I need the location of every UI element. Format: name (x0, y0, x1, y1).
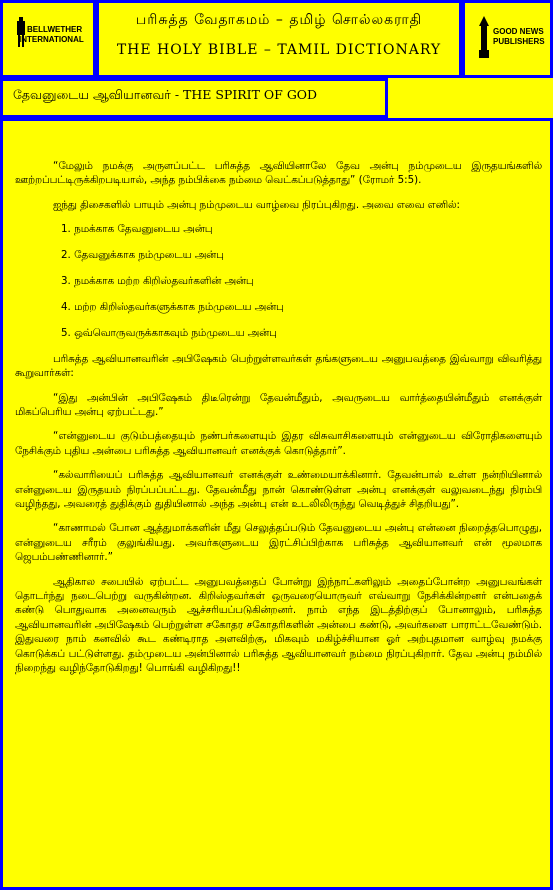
closing-paragraph: ஆதிகால சபையில் ஏற்பட்ட அனுபவத்தைப் போன்று இந்நாட்களிலும் அதைப்போன்ற அனுபவங்கள் தொடர்ந்து நடைபெற்று வருகின்றன. கிறிஸ்தவர்கள் ஒருவரையொருவர் எவ்வாறு நேசிக்கின்றனர் என்பதைக் கண்டு பொதுவாக அனைவரும் ஆச்சரியப்படுகின்றனர். நாம் எந்த இடத்திற்குப் போனாலும், பரிசுத்த ஆவியானவரின் அபிஷேகம் பெற்றுள்ள சகோதர சகோதரிகளின் அன்பை கண்டு, அவர்களை பாராட்டவேண்டும். இதுவரை நாம் கனவில் கூட கண்டிராத அளவிற்கு, மிகவும் மகிழ்ச்சியான ஓர் அற்புதமான வாழ்வு நமக்கு கொடுக்கப் பட்டுள்ளது. தம்முடைய அன்பினால் பரிசுத்த ஆவியானவர் நம்மை நிரப்புகிறார். தேவ அன்பு நம்மில் நிறைந்து வழிந்தோடுகிறது! பொங்கி வழிகிறது!! (15, 575, 542, 675)
list-item: 2. தேவனுக்காக நம்முடைய அன்பு (61, 249, 224, 262)
bellwether-logo-box (0, 0, 96, 78)
section-title-tamil: தேவனுடைய ஆவியானவர் (13, 87, 171, 102)
logo-line: BELLWETHER (27, 25, 83, 34)
testimony-quote: “காணாமல் போன ஆத்துமாக்களின் மீது செலுத்தப்படும் தேவனுடைய அன்பு என்னை நிறைத்தபொழுது, என்னுடைய சரீரம் குலுங்கியது. அவர்களுடைய இரட்சிப்பிற்காக பரிசுத்த ஆவியானவர் என் மூலமாக ஜெபம்பண்ணினார்.” (15, 522, 542, 564)
list-item: 3. நமக்காக மற்ற கிறிஸ்தவர்களின் அன்பு (61, 275, 254, 288)
love-directions-list (15, 222, 542, 340)
five-ways-intro: ஐந்து திசைகளில் பாயும் அன்பு நம்முடைய வாழ்வை நிரப்புகிறது. அவை எவை எனில்: (53, 198, 460, 211)
article-body (15, 159, 542, 685)
section-title (3, 81, 385, 104)
section-title-english: THE SPIRIT OF GOD (183, 87, 318, 102)
torch-icon (477, 16, 491, 60)
title-english: THE HOLY BIBLE – TAMIL DICTIONARY (116, 42, 442, 58)
testimonies-intro: பரிசுத்த ஆவியானவரின் அபிஷேகம் பெற்றுள்ளவர்கள் தங்களுடைய அனுபவத்தை இவ்வாறு விவரித்து கூறுவார்கள்: (15, 352, 542, 380)
title-box (96, 0, 462, 78)
list-item: 1. நமக்காக தேவனுடைய அன்பு (61, 223, 213, 236)
intro-quote: “மேலும் நமக்கு அருளப்பட்ட பரிசுத்த ஆவியினாலே தேவ அன்பு நம்முடைய இருதயங்களில் ஊற்றப்பட்டிருக்கிறபடியால், அந்த நம்பிக்கை நம்மை வெட்கப்படுத்தாது” (ரோமர் 5:5). (15, 160, 542, 187)
section-heading-box (0, 78, 388, 118)
section-title-separator: - (170, 87, 184, 102)
good-news-logo-box (462, 0, 553, 78)
content-box (0, 118, 553, 890)
testimony-quote: “என்னுடைய குடும்பத்தையும் நண்பர்களையும் இதர விசுவாசிகளையும் என்னுடைய விரோதிகளையும் நேசிக்கும் புதிய அன்பை பரிசுத்த ஆவியானவர் எனக்குக் கொடுத்தார்”. (15, 430, 542, 457)
testimony-quote: “இது அன்பின் அபிஷேகம் திடீரென்று தேவன்மீதும், அவருடைய வார்த்தையின்மீதும் எனக்குள் மிகப்பெரிய அன்பு ஏற்பட்டது.” (15, 391, 542, 418)
logo-line: GOOD NEWS (493, 27, 544, 36)
bellwether-logo-text (19, 25, 84, 45)
list-item: 4. மற்ற கிறிஸ்தவர்களுக்காக நம்முடைய அன்பு (61, 300, 284, 313)
testimony-quote: “கல்வாரியைப் பரிசுத்த ஆவியானவர் எனக்குள் உண்மையாக்கினார். தேவன்பால் உள்ள நன்றியினால் என்னுடைய இருதயம் நிரப்பப்பட்டது. தேவன்மீது நான் கொண்டுள்ள அன்பு எனக்குள் வலுவடைந்து நிரம்பி வழிந்தது, அவரைத் துதிக்கும் துதியினால் அந்த அன்பு என் உடலிலிருந்து வெடித்துச் சிதறியது”. (15, 469, 542, 510)
list-item: 5. ஒவ்வொருவருக்காகவும் நம்முடைய அன்பு (61, 326, 277, 339)
title-tamil: பரிசுத்த வேதாகமம் – தமிழ் சொல்லகராதி (135, 12, 423, 28)
logo-line: PUBLISHERS (493, 37, 545, 46)
logo-line: INTERNATIONAL (19, 35, 84, 44)
good-news-logo-text (493, 27, 545, 47)
